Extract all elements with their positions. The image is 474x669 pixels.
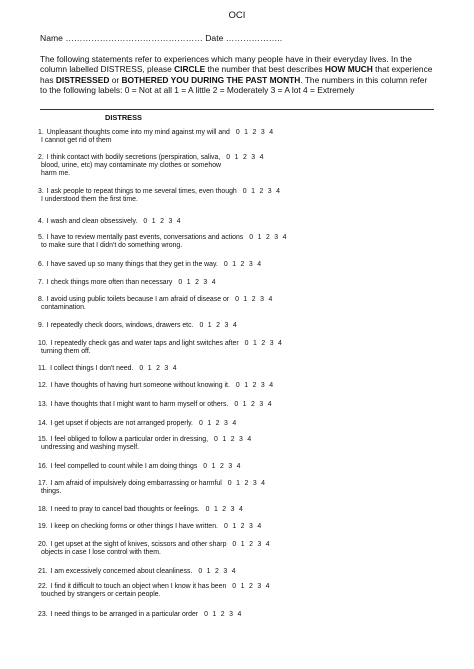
name-field[interactable]: ………………………………………… (65, 33, 203, 43)
rating-option-0[interactable]: 0 (226, 154, 231, 161)
item-row (38, 279, 220, 287)
rating-option-3[interactable]: 3 (224, 322, 229, 329)
rating-option-2[interactable]: 2 (259, 188, 264, 195)
item-text-continued: turning them off. (41, 348, 91, 356)
rating-option-1[interactable]: 1 (222, 436, 227, 443)
item-row (38, 365, 181, 373)
rating-scale (236, 129, 278, 136)
rating-option-0[interactable]: 0 (242, 188, 247, 195)
item-text: I get upset if objects are not arranged properly. (50, 420, 193, 427)
item-number: 9. (38, 322, 44, 329)
rating-option-0[interactable]: 0 (214, 436, 218, 443)
item-row (38, 568, 240, 576)
rating-option-2[interactable]: 2 (252, 129, 257, 136)
rating-option-4[interactable]: 4 (267, 401, 272, 408)
intro-bothered: BOTHERED YOU DURING THE PAST MONTH (121, 74, 301, 85)
rating-option-0[interactable]: 0 (139, 365, 144, 372)
item-row (38, 480, 270, 496)
rating-scale (235, 296, 277, 303)
name-label: Name (40, 33, 63, 43)
item-row (38, 611, 246, 619)
item-number: 22. (38, 583, 48, 590)
item-text: I am afraid of impulsively doing embarrassing or harmful (50, 480, 222, 487)
rating-option-4[interactable]: 4 (257, 261, 262, 268)
rating-option-1[interactable]: 1 (212, 611, 217, 618)
rating-option-4[interactable]: 4 (211, 279, 216, 286)
rating-option-3[interactable]: 3 (269, 340, 274, 347)
rating-option-1[interactable]: 1 (151, 218, 156, 225)
rating-option-1[interactable]: 1 (244, 129, 249, 136)
item-text: I have thoughts of having hurt someone without knowing it. (50, 382, 230, 389)
rating-option-3[interactable]: 3 (229, 611, 233, 618)
rating-option-0[interactable]: 0 (204, 611, 208, 618)
item-text: I find it difficult to touch an object when I know it has been (50, 583, 227, 590)
rating-scale (198, 568, 240, 575)
rating-option-3[interactable]: 3 (274, 234, 279, 241)
item-row (38, 129, 278, 145)
rating-option-1[interactable]: 1 (240, 583, 245, 590)
rating-option-2[interactable]: 2 (251, 401, 255, 408)
rating-option-1[interactable]: 1 (232, 523, 237, 530)
item-number: 18. (38, 506, 48, 513)
rating-scale (203, 463, 245, 470)
rating-option-2[interactable]: 2 (242, 154, 247, 161)
item-text: I have to review mentally past events, conversations and actions (46, 234, 244, 241)
rating-scale (178, 279, 220, 286)
intro-text-2: the number that best describes (205, 64, 325, 75)
item-text: I keep on checking forms or other things I have written. (50, 523, 218, 530)
rating-option-1[interactable]: 1 (257, 234, 262, 241)
rating-option-4[interactable]: 4 (269, 129, 274, 136)
rating-option-4[interactable]: 4 (265, 583, 270, 590)
rating-option-1[interactable]: 1 (211, 463, 216, 470)
rating-option-3[interactable]: 3 (257, 541, 262, 548)
item-row (38, 401, 276, 409)
intro-text-4: or (109, 74, 122, 85)
date-label: Date (205, 33, 224, 43)
rating-option-0[interactable]: 0 (227, 480, 232, 487)
item-text-continued: objects in case I lose control with them. (41, 549, 161, 557)
item-number: 10. (38, 340, 48, 347)
item-text: I need to pray to cancel bad thoughts or feelings. (50, 506, 200, 513)
item-number: 12. (38, 382, 48, 389)
rating-option-1[interactable]: 1 (242, 401, 247, 408)
rating-option-1[interactable]: 1 (207, 322, 212, 329)
item-row (38, 322, 241, 330)
item-text-continued: contamination. (41, 304, 86, 312)
item-text: I feel obliged to follow a particular order in dressing, (50, 436, 209, 443)
rating-option-0[interactable]: 0 (223, 523, 228, 530)
rating-option-1[interactable]: 1 (244, 382, 249, 389)
item-row (38, 154, 268, 178)
rating-option-0[interactable]: 0 (198, 420, 203, 427)
item-row (38, 583, 274, 599)
item-number: 6. (38, 261, 44, 268)
item-row (38, 541, 274, 557)
item-row (38, 234, 291, 250)
item-text-continued: I understood them the first time. (41, 196, 138, 204)
item-text: I ask people to repeat things to me several times, even though (46, 188, 237, 195)
rating-option-4[interactable]: 4 (282, 234, 287, 241)
item-text: I am excessively concerned about cleanliness. (50, 568, 193, 575)
item-number: 19. (38, 523, 48, 530)
rating-option-1[interactable]: 1 (251, 188, 255, 195)
rating-option-0[interactable]: 0 (232, 541, 237, 548)
rating-scale (199, 322, 241, 329)
rating-option-4[interactable]: 4 (268, 296, 273, 303)
rating-option-3[interactable]: 3 (267, 188, 272, 195)
item-text-continued: to make sure that I didn't do something wrong. (41, 242, 183, 250)
rating-scale (234, 401, 276, 408)
item-number: 4. (38, 218, 44, 225)
item-number: 21. (38, 568, 48, 575)
rating-option-2[interactable]: 2 (160, 218, 164, 225)
rating-option-3[interactable]: 3 (260, 129, 265, 136)
item-row (38, 420, 241, 428)
rating-option-3[interactable]: 3 (223, 568, 228, 575)
rating-option-4[interactable]: 4 (259, 154, 264, 161)
item-row (38, 523, 266, 531)
rating-scale (245, 340, 287, 347)
item-row (38, 340, 286, 356)
rating-option-3[interactable]: 3 (168, 218, 173, 225)
rating-option-2[interactable]: 2 (240, 523, 245, 530)
rating-option-0[interactable]: 0 (235, 296, 239, 303)
rating-option-2[interactable]: 2 (215, 420, 220, 427)
rating-option-2[interactable]: 2 (195, 279, 199, 286)
item-text: I get upset at the sight of knives, scissors and other sharp (50, 541, 227, 548)
rating-option-3[interactable]: 3 (260, 382, 265, 389)
rating-option-4[interactable]: 4 (238, 506, 243, 513)
item-text-continued: touched by strangers or certain people. (41, 591, 161, 599)
rating-scale (224, 261, 266, 268)
rating-option-4[interactable]: 4 (257, 523, 262, 530)
date-field[interactable]: ……………….. (225, 33, 283, 43)
rating-option-3[interactable]: 3 (251, 154, 256, 161)
rating-scale (236, 382, 278, 389)
rating-option-1[interactable]: 1 (206, 568, 211, 575)
rating-option-1[interactable]: 1 (240, 541, 245, 548)
rating-option-2[interactable]: 2 (251, 296, 256, 303)
item-text: I need things to be arranged in a particular order (50, 611, 199, 618)
rating-option-3[interactable]: 3 (228, 463, 233, 470)
rating-scale (249, 234, 291, 241)
rating-option-0[interactable]: 0 (205, 506, 210, 513)
intro-text-1: The following statements refer to experiences which many people have in their everyday lives. In the column labelled DISTRESS, please (40, 54, 412, 75)
rating-option-3[interactable]: 3 (224, 420, 228, 427)
rating-option-4[interactable]: 4 (236, 463, 241, 470)
rating-option-2[interactable]: 2 (240, 261, 245, 268)
rating-option-0[interactable]: 0 (249, 234, 254, 241)
rating-scale (214, 436, 256, 443)
item-number: 20. (38, 541, 48, 548)
rating-option-3[interactable]: 3 (230, 506, 235, 513)
rating-option-1[interactable]: 1 (253, 340, 257, 347)
rating-option-4[interactable]: 4 (265, 541, 270, 548)
rating-option-4[interactable]: 4 (261, 480, 266, 487)
item-text: I have thoughts that I might want to harm myself or others. (50, 401, 229, 408)
rating-option-1[interactable]: 1 (232, 261, 237, 268)
rating-option-3[interactable]: 3 (203, 279, 208, 286)
item-number: 14. (38, 420, 48, 427)
rating-option-4[interactable]: 4 (172, 365, 177, 372)
item-text: I wash and clean obsessively. (46, 218, 138, 225)
item-text: I think contact with bodily secretions (perspiration, saliva, (46, 154, 221, 161)
rating-scale (224, 523, 266, 530)
rating-option-0[interactable]: 0 (199, 322, 204, 329)
rating-option-2[interactable]: 2 (216, 322, 220, 329)
item-row (38, 296, 277, 312)
item-text: Unpleasant thoughts come into my mind against my will and (46, 129, 230, 136)
rating-option-4[interactable]: 4 (232, 322, 237, 329)
item-number: 3. (38, 188, 44, 195)
rating-scale (143, 218, 185, 225)
item-text: I repeatedly check gas and water taps and light switches after (50, 340, 239, 347)
rating-option-4[interactable]: 4 (237, 611, 242, 618)
rating-option-1[interactable]: 1 (147, 365, 152, 372)
item-number: 11. (38, 365, 48, 372)
rating-scale (232, 541, 274, 548)
intro-circle: CIRCLE (174, 64, 206, 75)
item-row (38, 436, 256, 452)
form-title: OCI (228, 10, 246, 21)
item-text-continued: blood, urine, etc) may contaminate my clothes or somehow (41, 162, 222, 170)
rating-scale (228, 480, 270, 487)
rating-option-4[interactable]: 4 (278, 340, 282, 347)
item-number: 5. (38, 234, 44, 241)
rating-option-4[interactable]: 4 (276, 188, 280, 195)
item-number: 13. (38, 401, 48, 408)
rating-option-3[interactable]: 3 (260, 296, 264, 303)
rating-scale (199, 420, 241, 427)
rating-option-0[interactable]: 0 (235, 382, 240, 389)
rating-option-0[interactable]: 0 (235, 129, 240, 136)
rating-scale (226, 154, 268, 161)
rating-option-4[interactable]: 4 (231, 568, 236, 575)
rating-option-4[interactable]: 4 (269, 382, 274, 389)
item-row (38, 261, 266, 269)
rating-option-2[interactable]: 2 (156, 365, 160, 372)
item-row (38, 188, 284, 204)
rating-option-3[interactable]: 3 (164, 365, 169, 372)
item-text: I repeatedly check doors, windows, drawers etc. (46, 322, 194, 329)
item-text: I avoid using public toilets because I am afraid of disease or (46, 296, 230, 303)
item-text: I check things more often than necessary (46, 279, 173, 286)
item-text-continued: undressing and washing myself. (41, 444, 140, 452)
item-row (38, 218, 185, 226)
rating-option-2[interactable]: 2 (215, 568, 219, 575)
rating-option-1[interactable]: 1 (213, 506, 218, 513)
rating-option-4[interactable]: 4 (176, 218, 181, 225)
rating-option-2[interactable]: 2 (249, 541, 253, 548)
rating-option-3[interactable]: 3 (249, 523, 253, 530)
rating-option-2[interactable]: 2 (222, 506, 227, 513)
rating-option-2[interactable]: 2 (261, 340, 266, 347)
rating-option-3[interactable]: 3 (248, 261, 253, 268)
item-text-continued: harm me. (41, 170, 71, 178)
item-number: 7. (38, 279, 44, 286)
rating-option-2[interactable]: 2 (252, 382, 257, 389)
rating-option-2[interactable]: 2 (219, 463, 224, 470)
rating-option-0[interactable]: 0 (234, 401, 239, 408)
rating-scale (139, 365, 181, 372)
item-text: I have saved up so many things that they get in the way. (46, 261, 218, 268)
item-number: 8. (38, 296, 44, 303)
rating-option-2[interactable]: 2 (244, 480, 249, 487)
item-text-continued: I cannot get rid of them (41, 137, 112, 145)
item-row (38, 506, 247, 514)
rating-option-3[interactable]: 3 (259, 401, 264, 408)
intro-distressed: DISTRESSED (55, 74, 110, 85)
rating-option-2[interactable]: 2 (230, 436, 235, 443)
intro-text-3: that experience has (40, 64, 433, 85)
rating-option-0[interactable]: 0 (244, 340, 249, 347)
intro-how-much: HOW MUCH (324, 64, 373, 75)
rating-scale (206, 506, 248, 513)
item-text: I feel compelled to count while I am doing things (50, 463, 198, 470)
rating-option-0[interactable]: 0 (232, 583, 237, 590)
rating-scale (204, 611, 246, 618)
rating-option-1[interactable]: 1 (207, 420, 212, 427)
rating-scale (243, 188, 285, 195)
rating-scale (232, 583, 274, 590)
item-number: 15. (38, 436, 48, 443)
rating-option-1[interactable]: 1 (186, 279, 191, 286)
item-number: 16. (38, 463, 48, 470)
rating-option-0[interactable]: 0 (203, 463, 208, 470)
rating-option-4[interactable]: 4 (232, 420, 237, 427)
rating-option-0[interactable]: 0 (178, 279, 183, 286)
rating-option-3[interactable]: 3 (257, 583, 262, 590)
rating-option-1[interactable]: 1 (243, 296, 248, 303)
rating-option-3[interactable]: 3 (252, 480, 257, 487)
rating-option-3[interactable]: 3 (239, 436, 243, 443)
item-number: 23. (38, 611, 48, 618)
rating-option-1[interactable]: 1 (236, 480, 240, 487)
item-number: 17. (38, 480, 48, 487)
rating-option-0[interactable]: 0 (198, 568, 203, 575)
distress-column-header: DISTRESS (105, 113, 142, 122)
item-number: 1. (38, 129, 44, 136)
item-text-continued: things. (41, 488, 62, 496)
intro-text-5: . The numbers in this column refer to the following labels: 0 = Not at all 1 = A little 2 = Moderately 3 = A lot 4 = Extremely (40, 74, 428, 95)
item-number: 2. (38, 154, 44, 161)
item-row (38, 463, 245, 471)
rating-option-2[interactable]: 2 (220, 611, 225, 618)
rating-option-0[interactable]: 0 (223, 261, 228, 268)
rating-option-2[interactable]: 2 (265, 234, 270, 241)
item-text: I collect things I don't need. (50, 365, 134, 372)
rating-option-4[interactable]: 4 (247, 436, 252, 443)
rating-option-2[interactable]: 2 (248, 583, 253, 590)
rating-option-0[interactable]: 0 (143, 218, 148, 225)
item-row (38, 382, 278, 390)
rating-option-1[interactable]: 1 (234, 154, 239, 161)
